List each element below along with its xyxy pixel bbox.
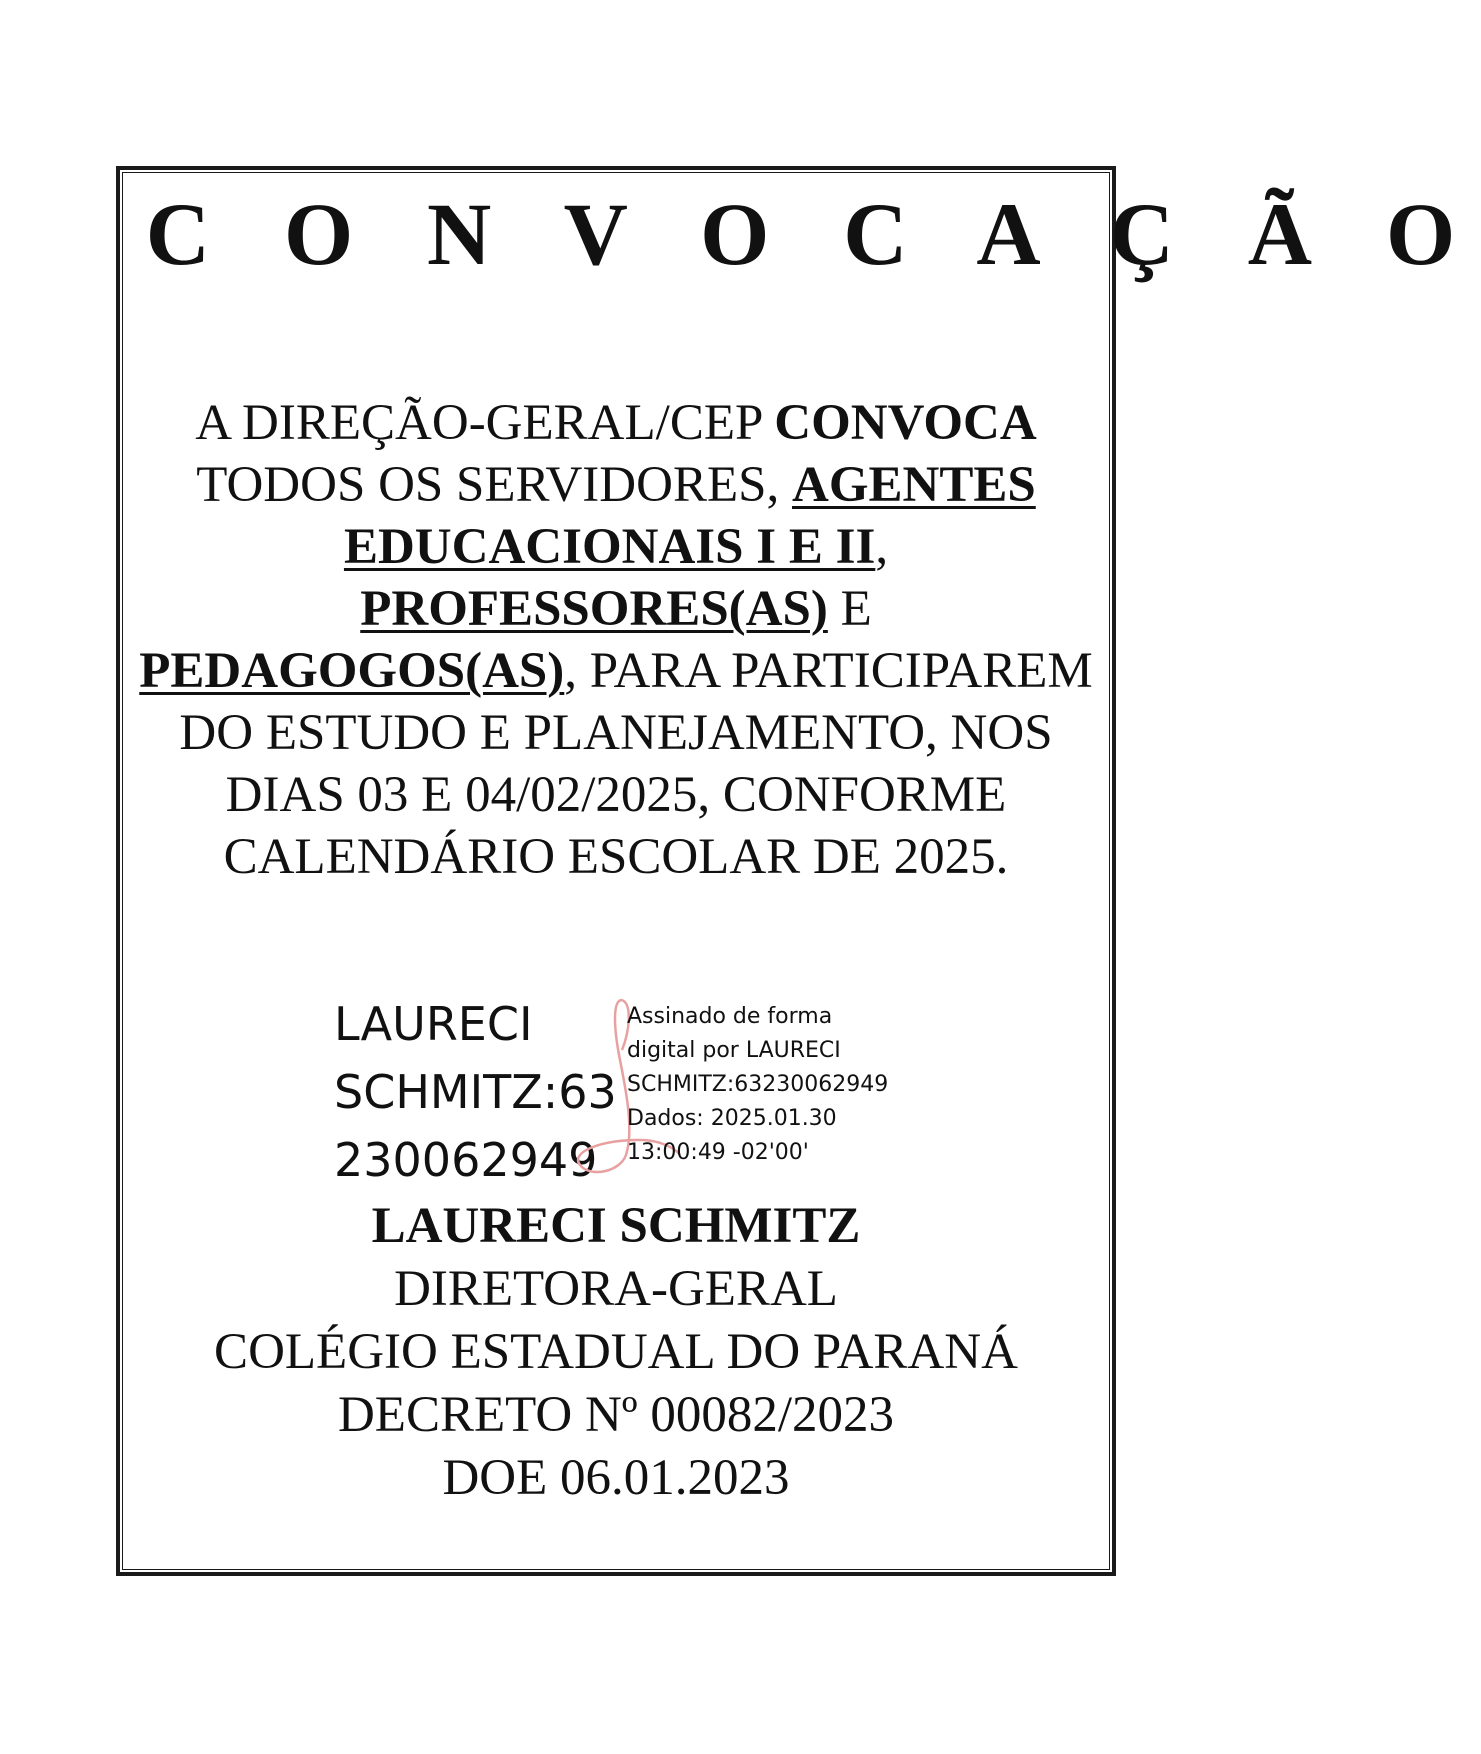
signature-detail-line: SCHMITZ:63230062949 <box>627 1072 889 1097</box>
signature-detail-line: Dados: 2025.01.30 <box>627 1106 837 1131</box>
body-comma: , <box>875 519 889 575</box>
signature-detail-line: Assinado de forma <box>627 1004 833 1029</box>
signature-name <box>334 990 617 1194</box>
body-e: E <box>827 581 872 637</box>
signatory-role: DIRETORA-GERAL <box>394 1261 838 1317</box>
signatory-name: LAURECI SCHMITZ <box>371 1198 861 1254</box>
signatory-doe: DOE 06.01.2023 <box>442 1450 790 1506</box>
convocation-text <box>130 392 1102 888</box>
signature-logo-stroke <box>578 1000 680 1172</box>
body-professores: PROFESSORES(AS) <box>360 581 828 637</box>
signature-detail-line: 13:00:49 -02'00' <box>627 1140 809 1165</box>
signature-name-line: SCHMITZ:63 <box>334 1065 617 1119</box>
signature-detail-line: digital por LAURECI <box>627 1038 841 1063</box>
document-title: C O N V O C A Ç Ã O <box>145 186 1481 284</box>
signatory-institution: COLÉGIO ESTADUAL DO PARANÁ <box>214 1324 1018 1380</box>
body-agentes: AGENTES EDUCACIONAIS I E II <box>343 457 1036 575</box>
body-rest: , PARA PARTICIPAREM DO ESTUDO E PLANEJAMENTO, NOS DIAS 03 E 04/02/2025, CONFORME CALENDÁRIO ESCOLAR DE 2025. <box>179 643 1093 885</box>
signatory-decree: DECRETO Nº 00082/2023 <box>337 1387 895 1443</box>
signatory-block <box>120 1195 1112 1510</box>
signature-details <box>627 1000 888 1170</box>
body-convoca: CONVOCA <box>774 395 1037 451</box>
body-pedagogos: PEDAGOGOS(AS) <box>139 643 565 699</box>
signature-logo-icon <box>560 990 690 1190</box>
signature-name-line: 230062949 <box>334 1133 598 1187</box>
body-intro: A DIREÇÃO-GERAL/CEP <box>195 395 775 451</box>
signature-name-line: LAURECI <box>334 997 533 1051</box>
signature-logo-loop <box>622 1000 629 1050</box>
body-servidores: TODOS OS SERVIDORES, <box>196 457 792 513</box>
document-frame <box>116 166 1481 1576</box>
